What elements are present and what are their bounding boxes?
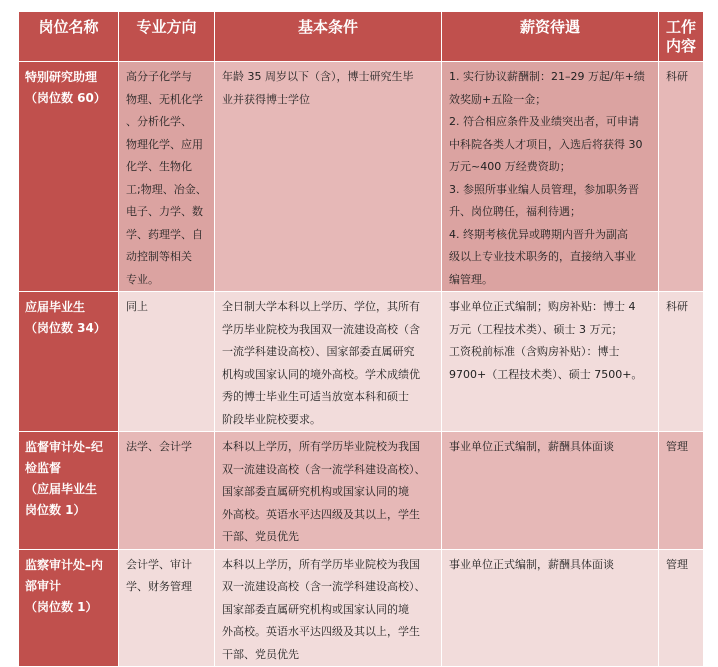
position-name-line: 监察审计处–内 bbox=[25, 557, 104, 572]
table-row bbox=[19, 292, 704, 432]
major-line: 工;物理、冶金、 bbox=[126, 182, 207, 196]
table-row bbox=[19, 549, 704, 667]
salary-cell bbox=[442, 292, 659, 432]
salary-line: 工资税前标准（含购房补贴）：博士 bbox=[449, 345, 620, 358]
condition-line: 干部、党员优先 bbox=[222, 647, 299, 661]
header-row bbox=[19, 12, 704, 62]
position-name-line: 特别研究助理 bbox=[25, 70, 98, 84]
condition-line: 业并获得博士学位 bbox=[222, 92, 310, 106]
salary-line: 事业单位正式编制；购房补贴：博士 4 bbox=[449, 300, 636, 313]
condition-line: 外高校。英语水平达四级及其以上，学生 bbox=[222, 625, 420, 638]
major-line: 物理、无机化学 bbox=[126, 92, 203, 106]
conditions-cell bbox=[215, 432, 442, 550]
salary-line: 事业单位正式编制，薪酬具体面谈 bbox=[449, 557, 614, 571]
position-name-line: 应届毕业生 bbox=[25, 300, 86, 314]
header-work: 工作内容 bbox=[659, 12, 704, 62]
condition-line: 双一流建设高校（含一流学科建设高校）、 bbox=[222, 462, 426, 476]
salary-cell bbox=[442, 432, 659, 550]
position-name-line: （岗位数 60） bbox=[25, 91, 106, 105]
salary-line: 4. 终期考核优异或聘期内晋升为副高 bbox=[449, 227, 628, 241]
major-line: 化学、生物化 bbox=[126, 160, 192, 173]
condition-line: 干部、党员优先 bbox=[222, 530, 299, 543]
condition-line: 年龄 35 周岁以下（含），博士研究生毕 bbox=[222, 70, 414, 83]
major-cell bbox=[119, 549, 215, 667]
conditions-cell bbox=[215, 549, 442, 667]
position-name-line: 检监督 bbox=[25, 461, 62, 475]
salary-line: 2. 符合相应条件及业绩突出者，可申请 bbox=[449, 115, 639, 128]
table-row bbox=[19, 432, 704, 550]
salary-line: 1. 实行协议薪酬制：21–29 万起/年+绩 bbox=[449, 70, 645, 83]
header-salary: 薪资待遇 bbox=[442, 12, 659, 62]
major-cell bbox=[119, 62, 215, 292]
salary-line: 3. 参照所事业编人员管理，参加职务晋 bbox=[449, 182, 639, 196]
major-line: 、分析化学、 bbox=[126, 115, 192, 128]
salary-line: 编管理。 bbox=[449, 272, 493, 286]
position-name-line: 监督审计处–纪 bbox=[25, 440, 104, 454]
work-cell: 管理 bbox=[659, 549, 704, 667]
recruitment-table bbox=[18, 11, 704, 667]
condition-line: 双一流建设高校（含一流学科建设高校）、 bbox=[222, 580, 426, 593]
position-name-line: 部审计 bbox=[25, 578, 62, 593]
position-name-cell bbox=[19, 432, 119, 550]
salary-line: 万元（工程技术类）、硕士 3 万元； bbox=[449, 322, 623, 336]
salary-cell bbox=[442, 549, 659, 667]
major-line: 会计学、审计 bbox=[126, 557, 192, 571]
conditions-cell bbox=[215, 292, 442, 432]
header-conditions: 基本条件 bbox=[215, 12, 442, 62]
major-line: 动控制等相关 bbox=[126, 250, 192, 263]
condition-line: 阶段毕业院校要求。 bbox=[222, 412, 321, 426]
position-name-line: （应届毕业生 bbox=[25, 482, 98, 496]
header-major: 专业方向 bbox=[119, 12, 215, 62]
condition-line: 全日制大学本科以上学历、学位，其所有 bbox=[222, 300, 420, 313]
salary-line: 万元~400 万经费资助； bbox=[449, 160, 571, 173]
condition-line: 学历毕业院校为我国双一流建设高校（含 bbox=[222, 322, 420, 336]
header-position: 岗位名称 bbox=[19, 12, 119, 62]
salary-line: 级以上专业技术职务的，直接纳入事业 bbox=[449, 250, 636, 263]
work-cell: 管理 bbox=[659, 432, 704, 550]
major-line: 物理化学、应用 bbox=[126, 137, 203, 151]
work-cell: 科研 bbox=[659, 62, 704, 292]
position-name-line: 岗位数 1） bbox=[25, 503, 86, 517]
salary-line: 中科院各类人才项目，入选后将获得 30 bbox=[449, 137, 643, 151]
salary-line: 效奖励+五险一金； bbox=[449, 92, 547, 106]
salary-line: 9700+（工程技术类）、硕士 7500+。 bbox=[449, 367, 643, 381]
condition-line: 机构或国家认同的境外高校。学术成绩优 bbox=[222, 367, 420, 381]
major-line: 学、药理学、自 bbox=[126, 227, 203, 241]
condition-line: 本科以上学历，所有学历毕业院校为我国 bbox=[222, 557, 420, 571]
position-name-line: （岗位数 34） bbox=[25, 321, 106, 335]
position-name-cell bbox=[19, 549, 119, 667]
condition-line: 国家部委直属研究机构或国家认同的境 bbox=[222, 485, 409, 498]
major-line: 法学、会计学 bbox=[126, 440, 192, 453]
major-line: 电子、力学、数 bbox=[126, 205, 203, 218]
table-row bbox=[19, 62, 704, 292]
condition-line: 外高校。英语水平达四级及其以上，学生 bbox=[222, 507, 420, 521]
position-name-line: （岗位数 1） bbox=[25, 599, 98, 614]
condition-line: 本科以上学历，所有学历毕业院校为我国 bbox=[222, 440, 420, 453]
major-cell bbox=[119, 292, 215, 432]
position-name-cell bbox=[19, 292, 119, 432]
major-cell bbox=[119, 432, 215, 550]
salary-line: 事业单位正式编制，薪酬具体面谈 bbox=[449, 440, 614, 453]
condition-line: 秀的博士毕业生可适当放宽本科和硕士 bbox=[222, 390, 409, 403]
major-line: 同上 bbox=[126, 300, 148, 313]
work-cell: 科研 bbox=[659, 292, 704, 432]
condition-line: 一流学科建设高校）、国家部委直属研究 bbox=[222, 345, 415, 358]
salary-cell bbox=[442, 62, 659, 292]
position-name-cell bbox=[19, 62, 119, 292]
conditions-cell bbox=[215, 62, 442, 292]
salary-line: 升、岗位聘任，福利待遇； bbox=[449, 205, 581, 218]
condition-line: 国家部委直属研究机构或国家认同的境 bbox=[222, 602, 409, 616]
major-line: 学、财务管理 bbox=[126, 580, 192, 593]
major-line: 专业。 bbox=[126, 272, 159, 286]
major-line: 高分子化学与 bbox=[126, 70, 192, 83]
